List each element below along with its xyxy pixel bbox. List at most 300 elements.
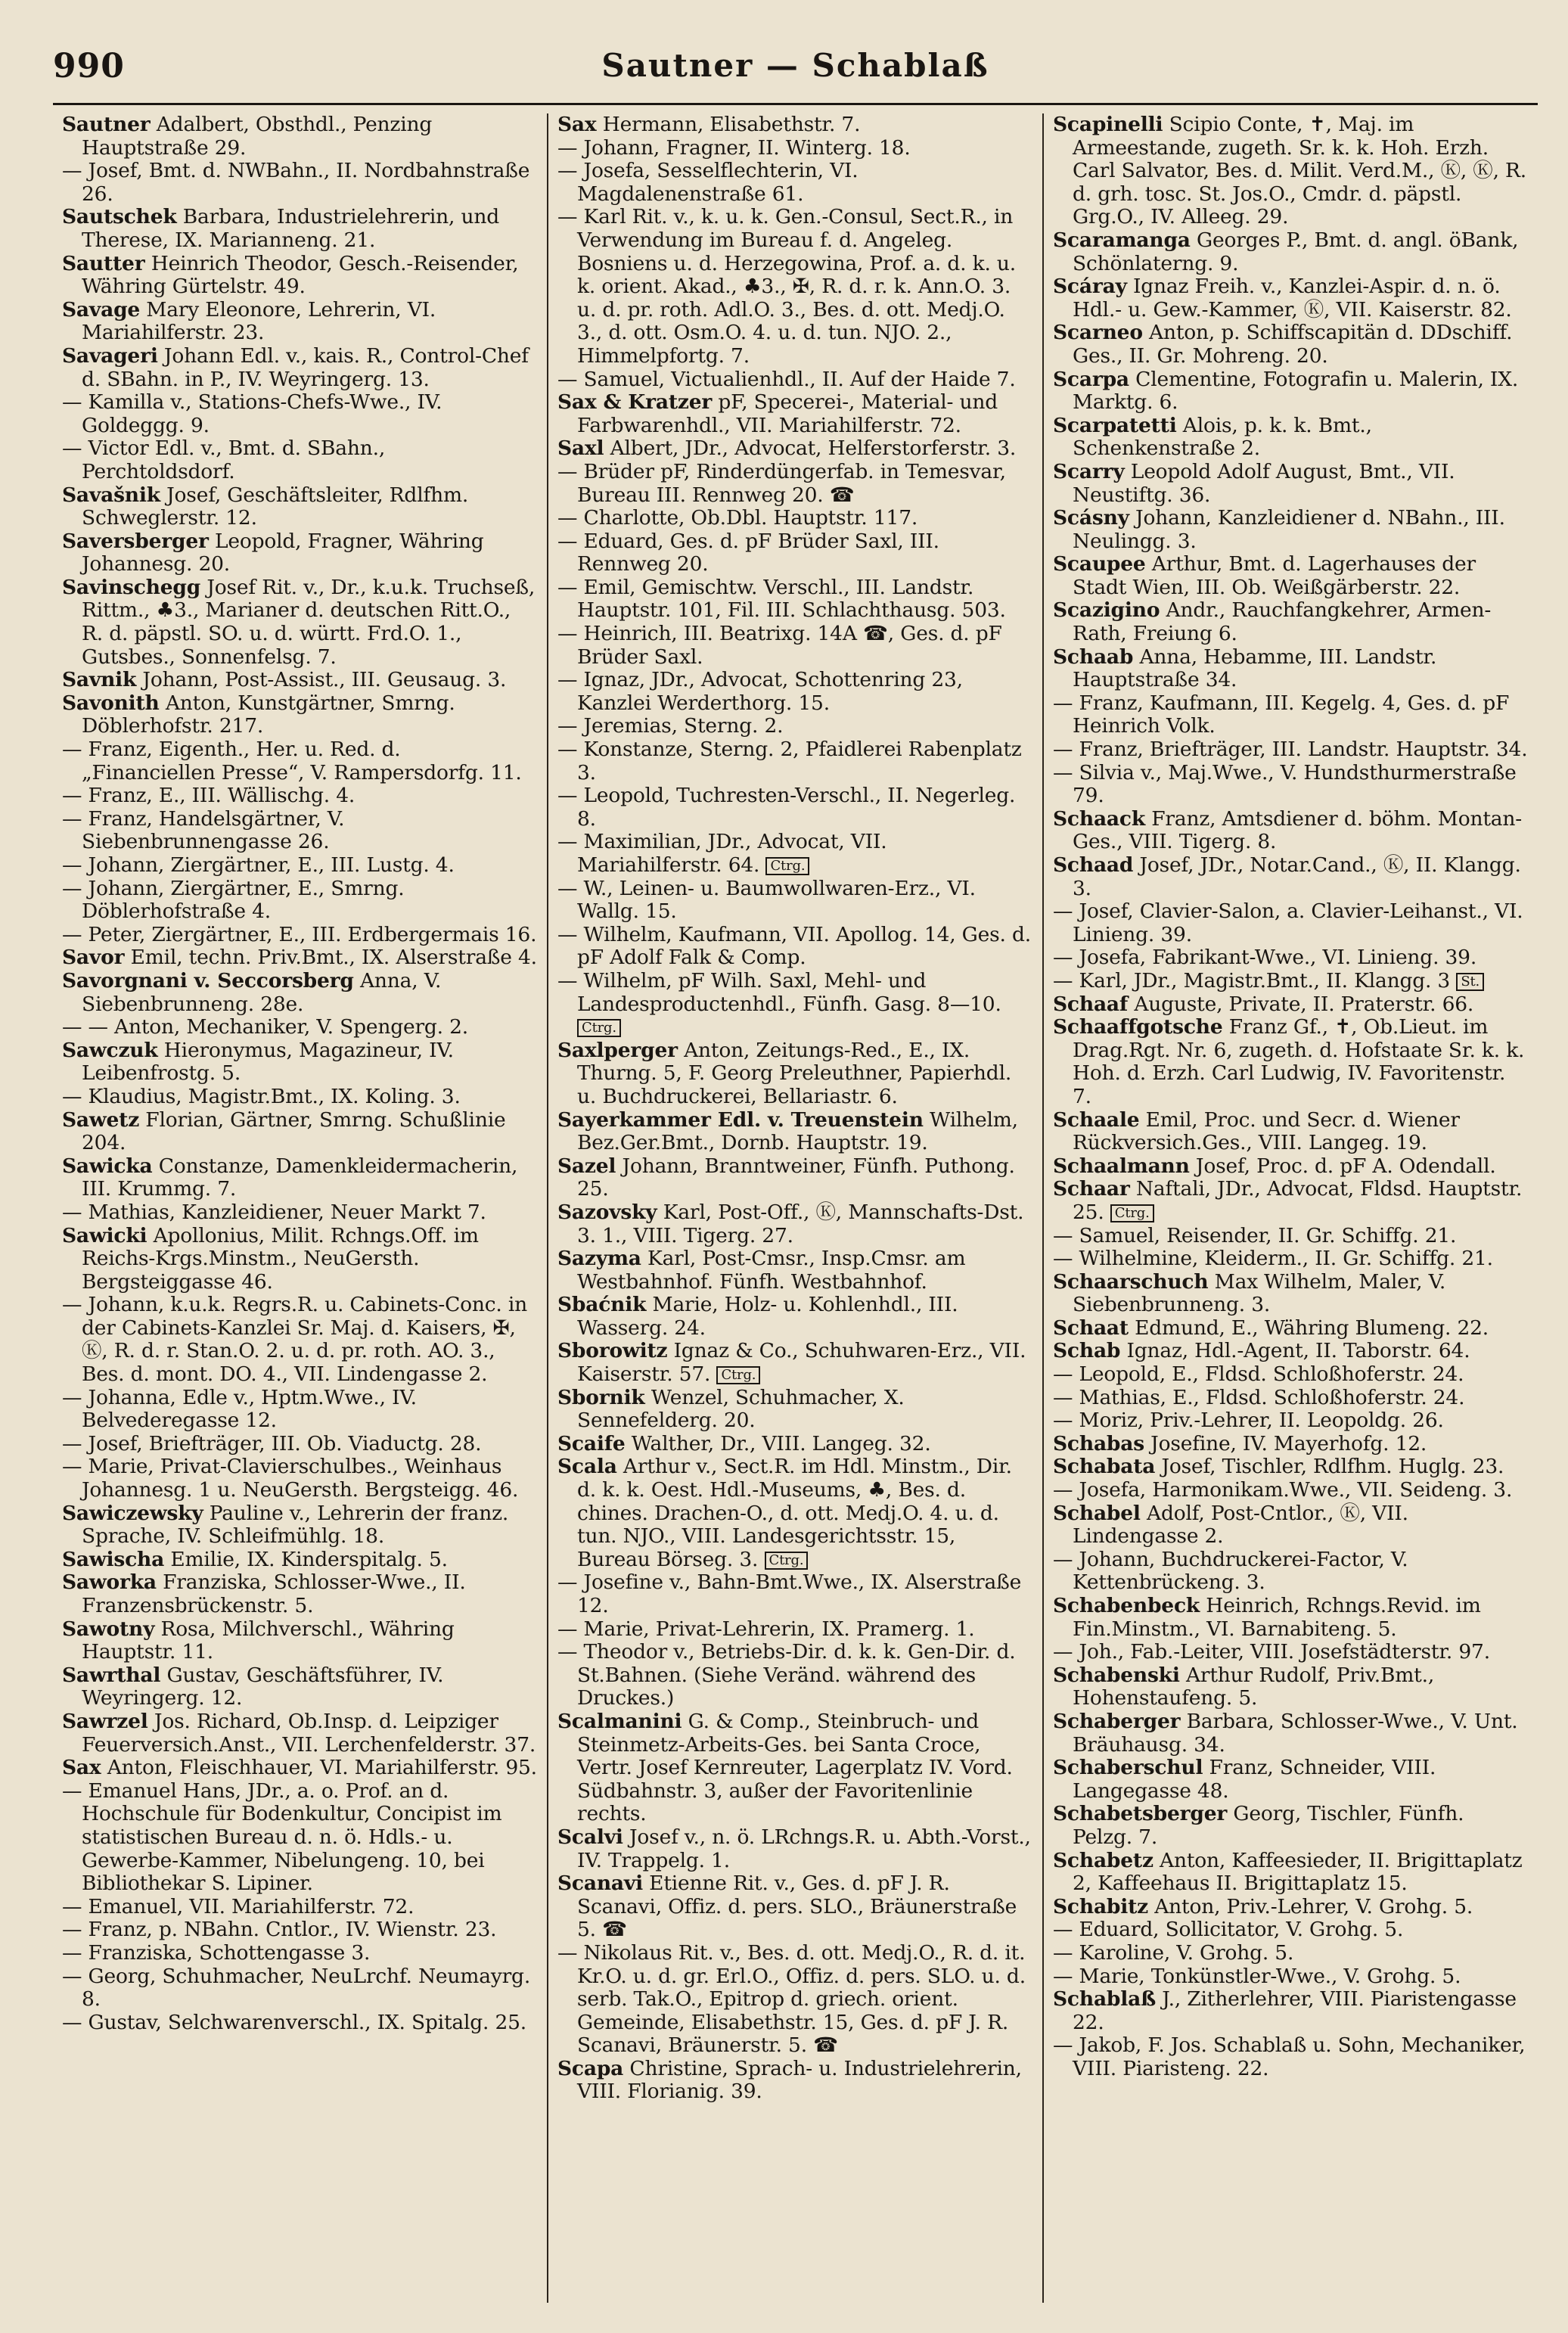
entry-surname: Schabenski [1053,1663,1180,1687]
directory-entry [1053,2034,1529,2080]
entry-details: Apollonius, Milit. Rchngs.Off. im Reichs-Krgs.Minstm., NeuGersth. Bergsteiggasse 46. [82,1223,479,1294]
entry-details: Clementine, Fotografin u. Malerin, IX. Marktg. 6. [1073,367,1519,415]
entry-details: — Eduard, Ges. d. pF Brüder Saxl, III. Rennweg 20. [557,529,939,576]
directory-entry [62,206,538,252]
directory-entry [62,692,538,738]
entry-details: Franz, Amtsdiener d. böhm. Montan-Ges., VIII. Tigerg. 8. [1073,806,1523,854]
directory-entry [557,206,1033,368]
directory-entry [1053,1502,1529,1549]
entry-details: — Johann, k.u.k. Regrs.R. u. Cabinets-Conc. in der Cabinets-Kanzlei Sr. Maj. d. Kaisers, ✠, Ⓚ, R. d. r. Stan.O. 2. u. d. pr. roth. AO. 3., Bes. d. mont. DO. 4., VII. Lindengasse 2. [62,1293,528,1387]
entry-surname: Scáray [1053,275,1127,299]
entry-surname: Sax [557,113,597,136]
entry-details: Josef v., n. ö. LRchngs.R. u. Abth.-Vorst., IV. Trappelg. 1. [577,1825,1031,1872]
entry-details: Scipio Conte, ✝, Maj. im Armeestande, zugeth. Sr. k. k. Hoh. Erzh. Carl Salvator, Bes. d. Milit. Verd.M., Ⓚ, Ⓚ, R. d. grh. tosc. St. Jos.O., Cmdr. d. päpstl. Grg.O., IV. Alleeg. 29. [1073,113,1527,229]
entry-surname: Schabel [1053,1501,1141,1525]
directory-entry [62,1918,538,1942]
entry-details: Christine, Sprach- u. Industrielehrerin, VIII. Florianig. 39. [577,2056,1022,2104]
entry-details: Josef, Proc. d. pF A. Odendall. [1189,1154,1496,1178]
entry-details: Anton, Kaffeesieder, II. Brigittaplatz 2, Kaffeehaus II. Brigittaplatz 15. [1073,1848,1523,1896]
entry-surname: Scalmanini [557,1709,682,1733]
directory-entry [62,1201,538,1225]
entry-details: — Emanuel Hans, JDr., a. o. Prof. an d. Hochschule für Bodenkultur, Concipist im statistischen Bureau d. n. ö. Hdls.- u. Gewerbe-Kammer, Nibelungeng. 10, bei Bibliothekar S. Lipiner. [62,1778,502,1896]
entry-details: — Victor Edl. v., Bmt. d. SBahn., Perchtoldsdorf. [62,436,386,483]
entry-details: Hieronymus, Magazineur, IV. Leibenfrostg. 5. [82,1038,454,1086]
directory-entry [557,1201,1033,1247]
entry-details: Karl, Post-Cmsr., Insp.Cmsr. am Westbahnhof. Fünfh. Westbahnhof. [577,1247,966,1294]
entry-surname: Schaaf [1053,992,1129,1016]
entry-details: — Klaudius, Magistr.Bmt., IX. Koling. 3. [62,1084,461,1108]
entry-details: Leopold, Fragner, Währing Johannesg. 20. [82,529,484,576]
directory-entry [557,1618,1033,1642]
entry-surname: Savage [62,297,141,322]
entry-surname: Scala [557,1455,617,1479]
entry-details: — Georg, Schuhmacher, NeuLrchf. Neumayrg. 8. [62,1964,531,2011]
entry-details: — Franziska, Schottengasse 3. [62,1940,371,1965]
entry-details: — Moriz, Priv.-Lehrer, II. Leopoldg. 26. [1053,1409,1444,1433]
directory-entry [62,946,538,970]
directory-entry [557,1155,1033,1201]
directory-entry [557,1641,1033,1710]
entry-details: Auguste, Private, II. Praterstr. 66. [1128,992,1474,1016]
directory-entry [62,738,538,784]
entry-details: Franz, Schneider, VIII. Langegasse 48. [1073,1756,1436,1803]
entry-details: — Jakob, F. Jos. Schablaß u. Sohn, Mechaniker, VIII. Piaristeng. 22. [1053,2033,1526,2080]
directory-entry [1053,507,1529,553]
entry-surname: Scapa [557,2056,624,2080]
directory-entry [1053,692,1529,738]
entry-details: — Emil, Gemischtw. Verschl., III. Landstr. Hauptstr. 101, Fil. III. Schlachthausg. 503. [557,575,1006,623]
entry-details: — W., Leinen- u. Baumwollwaren-Erz., VI. Wallg. 15. [557,876,976,924]
directory-entry [1053,1479,1529,1502]
directory-entry [557,831,1033,877]
directory-entry [62,1549,538,1572]
entry-surname: Savnik [62,668,137,692]
directory-entry [62,1109,538,1155]
entry-details: Ignaz Freih. v., Kanzlei-Aspir. d. n. ö. Hdl.- u. Gew.-Kammer, Ⓚ, VII. Kaiserstr. 82. [1073,275,1512,322]
directory-entry [62,1942,538,1965]
entry-details: — Samuel, Victualienhdl., II. Auf der Haide 7. [557,367,1016,391]
entry-details: Adolf, Post-Cntlor., Ⓚ, VII. Lindengasse 2. [1073,1501,1408,1549]
entry-surname: Sawczuk [62,1038,158,1062]
entry-details: — Marie, Privat-Lehrerin, IX. Pramerg. 1. [557,1617,975,1641]
entry-details: Barbara, Schlosser-Wwe., V. Unt. Bräuhausg. 34. [1073,1709,1518,1757]
directory-entry [62,299,538,345]
directory-entry [62,1433,538,1456]
entry-surname: Scarneo [1053,321,1143,345]
entry-surname: Sautner [62,113,151,136]
directory-entry [557,391,1033,437]
entry-details: — Joh., Fab.-Leiter, VIII. Josefstädterstr. 97. [1053,1640,1490,1664]
entry-details: Etienne Rit. v., Ges. d. pF J. R. Scanavi, Offiz. d. pers. SLO., Bräunerstraße 5. ☎ [577,1872,1017,1942]
entry-surname: Schabitz [1053,1894,1148,1918]
directory-entry [557,160,1033,206]
entry-details: pF, Specerei-, Material- und Farbwarenhdl., VII. Mariahilferstr. 72. [577,390,998,437]
entry-details: — Johann, Fragner, II. Winterg. 18. [557,135,911,160]
entry-details: Jos. Richard, Ob.Insp. d. Leipziger Feuerversich.Anst., VII. Lerchenfelderstr. 37. [82,1709,536,1757]
directory-entry [62,784,538,808]
directory-entry [1053,762,1529,808]
directory-entry [62,1757,538,1780]
entry-details: Emil, Proc. und Secr. d. Wiener Rückversich.Ges., VIII. Langeg. 19. [1073,1107,1460,1155]
directory-entry [1053,1988,1529,2034]
entry-surname: Saxl [557,436,604,461]
entry-details: — Franz, Handelsgärtner, V. Siebenbrunnengasse 26. [62,806,345,854]
entry-details: Max Wilhelm, Maler, V. Siebenbrunneng. 3. [1073,1269,1446,1317]
entry-details: — Franz, Kaufmann, III. Kegelg. 4, Ges. d. pF Heinrich Volk. [1053,691,1510,738]
directory-entry [1053,1433,1529,1456]
entry-details: Rosa, Milchverschl., Währing Hauptstr. 11. [82,1617,455,1664]
entry-details: Walther, Dr., VIII. Langeg. 32. [625,1431,931,1455]
directory-entry [1053,1387,1529,1410]
entry-details: Josef, Tischler, Rdlfhm. Huglg. 23. [1155,1455,1504,1479]
directory-entry [557,461,1033,507]
directory-entry [1053,1247,1529,1271]
directory-entry [62,1225,538,1294]
entry-details: Florian, Gärtner, Smrng. Schußlinie 204. [82,1107,506,1155]
directory-entry [62,1780,538,1896]
directory-entry [62,2011,538,2035]
directory-entry [62,1155,538,1201]
entry-surname: Schabetz [1053,1848,1153,1872]
directory-entry [62,1387,538,1433]
entry-details: Leopold Adolf August, Bmt., VII. Neustiftg. 36. [1073,459,1455,507]
entry-details: — Eduard, Sollicitator, V. Grohg. 5. [1053,1918,1404,1942]
entry-details: Hermann, Elisabethstr. 7. [596,113,861,136]
entry-badge: Ctrg. [765,857,809,875]
directory-entry [1053,461,1529,507]
directory-entry [1053,553,1529,599]
directory-entry [557,1571,1033,1617]
directory-entry [1053,113,1529,229]
directory-entry [557,1247,1033,1294]
directory-entry [1053,900,1529,946]
entry-surname: Saxlperger [557,1038,678,1062]
entry-surname: Schaad [1053,853,1134,877]
directory-entry [557,1340,1033,1386]
entry-surname: Savageri [62,343,158,368]
entry-surname: Scásny [1053,506,1129,530]
entry-details: Franziska, Schlosser-Wwe., II. Franzensbrückenstr. 5. [82,1570,466,1617]
entry-details: Franz Gf., ✝, Ob.Lieut. im Drag.Rgt. Nr. 6, zugeth. d. Hofstaate Sr. k. k. Hoh. d. Erzh. Carl Ludwig, IV. Favoritenstr. 7. [1073,1015,1525,1108]
directory-entry [557,1294,1033,1340]
entry-details: Georg, Tischler, Fünfh. Pelzg. 7. [1073,1802,1464,1849]
entry-details: — Johanna, Edle v., Hptm.Wwe., IV. Belvederegasse 12. [62,1385,417,1433]
entry-surname: Sawetz [62,1107,140,1132]
entry-details: Emil, techn. Priv.Bmt., IX. Alserstraße 4. [124,946,537,970]
entry-details: — Johann, Ziergärtner, E., Smrng. Döblerhofstraße 4. [62,876,405,924]
directory-entry [1053,854,1529,900]
entry-details: Josefine, IV. Mayerhofg. 12. [1144,1431,1427,1455]
entry-details: — Franz, Briefträger, III. Landstr. Hauptstr. 34. [1053,738,1528,762]
entry-surname: Sawicki [62,1223,147,1247]
entry-details: — Josefa, Fabrikant-Wwe., VI. Linieng. 39. [1053,946,1477,970]
entry-surname: Scaupee [1053,552,1146,576]
entry-surname: Schaale [1053,1107,1140,1132]
entry-surname: Scalvi [557,1825,623,1849]
entry-surname: Sautschek [62,205,177,229]
entry-surname: Scaife [557,1431,626,1455]
entry-surname: Schabenbeck [1053,1594,1200,1617]
directory-entry [1053,1225,1529,1248]
entry-details: — Josefa, Harmonikam.Wwe., VII. Seideng. 3. [1053,1478,1513,1502]
entry-details: Heinrich, Rchngs.Revid. im Fin.Minstm., VI. Barnabiteng. 5. [1073,1594,1481,1641]
header-rule [53,103,1538,105]
directory-entry [1053,1317,1529,1340]
directory-entry [1053,946,1529,970]
directory-entry [62,878,538,924]
entry-details: — Gustav, Selchwarenverschl., IX. Spitalg. 25. [62,2010,527,2034]
entry-surname: Sayerkammer Edl. v. Treuenstein [557,1107,924,1132]
entry-details: Josef Rit. v., Dr., k.u.k. Truchseß, Rittm., ♣3., Marianer d. deutschen Ritt.O., R. d. päpstl. SO. u. d. württ. Frd.O. 1., Gutsbes., Sonnenfelsg. 7. [82,575,536,669]
directory-entry [1053,993,1529,1017]
directory-entry [62,1455,538,1502]
directory-entry [62,1039,538,1086]
directory-entry [557,1710,1033,1826]
directory-entry [1053,1595,1529,1641]
entry-details: — Heinrich, III. Beatrixg. 14A ☎, Ges. d. pF Brüder Saxl. [557,622,1002,669]
directory-entry [557,738,1033,784]
entry-surname: Schaalmann [1053,1154,1190,1178]
directory-entry [1053,1549,1529,1595]
entry-surname: Sawrzel [62,1709,148,1733]
entry-details: — Leopold, Tuchresten-Verschl., II. Negerleg. 8. [557,784,1016,831]
entry-surname: Scapinelli [1053,113,1163,136]
entry-surname: Savorgnani v. Seccorsberg [62,968,354,993]
entry-badge: Ctrg. [577,1019,621,1037]
entry-badge: Ctrg. [716,1366,760,1384]
directory-entry [62,113,538,160]
directory-entry [1053,1942,1529,1965]
directory-entry [1053,1850,1529,1896]
entry-surname: Scarpatetti [1053,413,1177,437]
directory-entry [1053,1455,1529,1479]
entry-surname: Scarpa [1053,367,1129,391]
directory-entry [62,576,538,669]
entry-details: — Marie, Tonkünstler-Wwe., V. Grohg. 5. [1053,1964,1461,1988]
entry-surname: Savinschegg [62,575,201,599]
entry-details: Heinrich Theodor, Gesch.-Reisender, Währing Gürtelstr. 49. [82,251,519,299]
entry-details: Anna, Hebamme, III. Landstr. Hauptstraße 34. [1073,645,1437,692]
directory-entry [62,669,538,692]
entry-surname: Schaab [1053,645,1134,669]
directory-entry [62,924,538,947]
entry-surname: Sazovsky [557,1200,657,1224]
entry-details: — Samuel, Reisender, II. Gr. Schiffg. 21. [1053,1223,1457,1247]
entry-details: — Franz, p. NBahn. Cntlor., IV. Wienstr. 23. [62,1918,497,1942]
directory-entry [62,160,538,206]
page-number: 990 [53,47,125,85]
directory-entry [62,1294,538,1386]
entry-surname: Sawotny [62,1617,155,1641]
directory-entry [1053,1803,1529,1849]
entry-details: Anton, Zeitungs-Red., E., IX. Thurng. 5, F. Georg Preleuthner, Papierhdl. u. Buchdruckerei, Bellariastr. 6. [577,1038,1012,1108]
directory-entry [1053,1409,1529,1433]
entry-details: Ignaz & Co., Schuhwaren-Erz., VII. Kaiserstr. 57. [577,1339,1026,1387]
entry-surname: Sautter [62,251,145,275]
directory-entry [557,1433,1033,1456]
entry-surname: Sbornik [557,1385,645,1409]
entry-details: Johann Edl. v., kais. R., Control-Chef d. SBahn. in P., IV. Weyringerg. 13. [82,343,529,391]
entry-badge: Ctrg. [765,1552,809,1570]
entry-surname: Scazigino [1053,598,1160,623]
entry-surname: Saworka [62,1570,157,1595]
entry-details: Johann, Branntweiner, Fünfh. Puthong. 25. [577,1154,1015,1201]
entry-details: — Maximilian, JDr., Advocat, VII. Mariahilferstr. 64. [557,830,887,877]
entry-surname: Saversberger [62,529,209,553]
directory-entry [1053,1757,1529,1803]
entry-details: — Peter, Ziergärtner, E., III. Erdbergermais 16. [62,922,537,946]
entry-details: Arthur Rudolf, Priv.Bmt., Hohenstaufeng. 5. [1073,1663,1435,1710]
entry-details: — — Anton, Mechaniker, V. Spengerg. 2. [62,1015,469,1039]
entry-details: Marie, Holz- u. Kohlenhdl., III. Wasserg. 24. [577,1293,958,1340]
entry-surname: Schaat [1053,1316,1129,1340]
directory-entry [1053,275,1529,322]
entry-surname: Sazel [557,1154,616,1178]
column-2 [547,113,1042,2303]
entry-details: — Josefa, Sesselflechterin, VI. Magdalenenstraße 61. [557,159,859,206]
entry-surname: Schabas [1053,1431,1144,1455]
directory-entry [1053,1271,1529,1317]
entry-badge: Ctrg. [1110,1204,1154,1222]
entry-details: — Nikolaus Rit. v., Bes. d. ott. Medj.O., R. d. it. Kr.O. u. d. gr. Erl.O., Offiz. d. pers. SLO. u. d. serb. Tak.O., Epitrop d. griech. orient. Gemeinde, Elisabethstr. 15, Ges. d. pF J. R. Scanavi, Bräunerstr. 5. ☎ [557,1940,1026,2058]
directory-entry [62,1965,538,2011]
directory-entry [1053,1664,1529,1710]
entry-details: — Karoline, V. Grohg. 5. [1053,1940,1294,1965]
directory-entry [62,1571,538,1617]
directory-entry [1053,415,1529,461]
directory-entry [1053,808,1529,854]
entry-surname: Schaberger [1053,1709,1181,1733]
directory-entry [557,1109,1033,1155]
entry-details: — Karl, JDr., Magistr.Bmt., II. Klangg. 3 [1053,968,1451,993]
entry-surname: Savonith [62,691,160,715]
directory-entry [62,1618,538,1664]
directory-entry [62,970,538,1016]
entry-details: Georges P., Bmt. d. angl. öBank, Schönlaterng. 9. [1073,228,1519,275]
directory-entry [62,437,538,483]
directory-entry [1053,646,1529,692]
directory-entry [62,808,538,854]
directory-entry [62,854,538,878]
entry-details: — Charlotte, Ob.Dbl. Hauptstr. 117. [557,506,918,530]
directory-entry [1053,738,1529,762]
directory-entry [1053,1918,1529,1942]
entry-surname: Schaack [1053,806,1145,831]
entry-surname: Savor [62,946,125,970]
entry-details: — Ignaz, JDr., Advocat, Schottenring 23, Kanzlei Werderthorg. 15. [557,668,963,715]
entry-details: Karl, Post-Off., Ⓚ, Mannschafts-Dst. 3. 1., VIII. Tigerg. 27. [577,1200,1024,1247]
entry-details: — Jeremias, Sterng. 2. [557,714,784,738]
entry-details: — Konstanze, Sterng. 2, Pfaidlerei Rabenplatz 3. [557,738,1022,784]
entry-details: G. & Comp., Steinbruch- und Steinmetz-Arbeits-Ges. bei Santa Croce, Vertr. Josef Kernreuter, Lagerplatz IV. Vord. Südbahnstr. 3, außer der Favoritenlinie rechts. [577,1709,1013,1826]
entry-surname: Schaberschul [1053,1756,1203,1780]
entry-surname: Schaaffgotsche [1053,1015,1223,1039]
entry-details: Edmund, E., Währing Blumeng. 22. [1128,1316,1489,1340]
entry-details: Adalbert, Obsthdl., Penzing Hauptstraße 29. [82,113,433,160]
directory-entry [62,1016,538,1039]
directory-entry [557,1387,1033,1433]
entry-surname: Schabata [1053,1455,1156,1479]
entry-details: Wenzel, Schuhmacher, X. Sennefelderg. 20. [577,1385,905,1433]
directory-entry [557,970,1033,1039]
entry-surname: Sawiczewsky [62,1501,203,1525]
entry-surname: Sawicka [62,1154,153,1178]
entry-details: J., Zitherlehrer, VIII. Piaristengasse 22. [1073,1987,1517,2034]
directory-entry [1053,599,1529,645]
column-1 [53,113,547,2303]
directory-entry [557,1942,1033,2058]
entry-surname: Scaramanga [1053,228,1191,252]
entry-surname: Sax [62,1756,101,1780]
directory-entry [557,530,1033,576]
entry-details: Arthur, Bmt. d. Lagerhauses der Stadt Wien, III. Ob. Weißgärberstr. 22. [1073,552,1476,599]
entry-details: — Wilhelmine, Kleiderm., II. Gr. Schiffg. 21. [1053,1247,1493,1271]
directory-entry [1053,1641,1529,1664]
directory-entry [1053,1340,1529,1363]
directory-entry [1053,322,1529,368]
directory-entry [1053,1363,1529,1387]
page-title: Sautner — Schablaß [601,47,989,84]
directory-entry [557,437,1033,461]
entry-details: — Mathias, E., Fldsd. Schloßhoferstr. 24. [1053,1385,1465,1409]
directory-entry [557,137,1033,160]
directory-entry [557,878,1033,924]
directory-entry [1053,1109,1529,1155]
entry-details: Constanze, Damenkleidermacherin, III. Krummg. 7. [82,1154,518,1201]
entry-surname: Scanavi [557,1872,643,1896]
directory-entry [557,1455,1033,1571]
directory-entry [1053,1896,1529,1919]
directory-entry [557,576,1033,623]
entry-details: Alois, p. k. k. Bmt., Schenkenstraße 2. [1073,413,1372,461]
entry-surname: Schab [1053,1339,1121,1363]
entry-details: — Wilhelm, pF Wilh. Saxl, Mehl- und Landesproductenhdl., Fünfh. Gasg. 8—10. [557,968,1001,1016]
entry-details: Anna, V. Siebenbrunneng. 28e. [82,968,442,1016]
entry-details: — Johann, Ziergärtner, E., III. Lustg. 4. [62,853,455,877]
entry-details: Gustav, Geschäftsführer, IV. Weyringerg. 12. [82,1663,444,1710]
directory-entry [557,924,1033,970]
entry-details: — Franz, E., III. Wällischg. 4. [62,784,356,808]
directory-entry [557,1039,1033,1109]
directory-entry [557,113,1033,137]
entry-details: — Franz, Eigenth., Her. u. Red. d. „Financiellen Presse“, V. Rampersdorfg. 11. [62,738,522,784]
entry-details: — Theodor v., Betriebs-Dir. d. k. k. Gen-Dir. d. St.Bahnen. (Siehe Veränd. während des Druckes.) [557,1640,1016,1710]
entry-surname: Schaar [1053,1177,1130,1201]
entry-details: — Mathias, Kanzleidiener, Neuer Markt 7. [62,1200,486,1224]
directory-entry [62,530,538,576]
entry-details: — Josef, Clavier-Salon, a. Clavier-Leihanst., VI. Linieng. 39. [1053,899,1523,946]
directory-entry [557,368,1033,392]
directory-entry [62,1502,538,1549]
directory-entry [62,391,538,437]
directory-entry [62,1664,538,1710]
directory-entry [1053,1178,1529,1224]
entry-details: — Kamilla v., Stations-Chefs-Wwe., IV. Goldeggg. 9. [62,390,442,437]
entry-details: Anton, p. Schiffscapitän d. DDschiff. Ges., II. Gr. Mohreng. 20. [1073,321,1513,368]
page-header [53,47,1538,107]
entry-details: Emilie, IX. Kinderspitalg. 5. [164,1547,448,1571]
entry-details: Anton, Fleischhauer, VI. Mariahilferstr. 95. [101,1756,537,1780]
directory-entry [557,507,1033,530]
entry-details: — Brüder pF, Rinderdüngerfab. in Temesvar, Bureau III. Rennweg 20. ☎ [557,459,1006,507]
entry-details: Albert, JDr., Advocat, Helferstorferstr. 3. [604,436,1017,461]
directory-entry [557,1872,1033,1942]
directory-entry [557,1826,1033,1872]
entry-badge: St. [1456,973,1484,991]
entry-details: Pauline v., Lehrerin der franz. Sprache, IV. Schleifmühlg. 18. [82,1501,509,1549]
directory-columns [53,113,1538,2303]
entry-details: — Leopold, E., Fldsd. Schloßhoferstr. 24. [1053,1362,1464,1387]
